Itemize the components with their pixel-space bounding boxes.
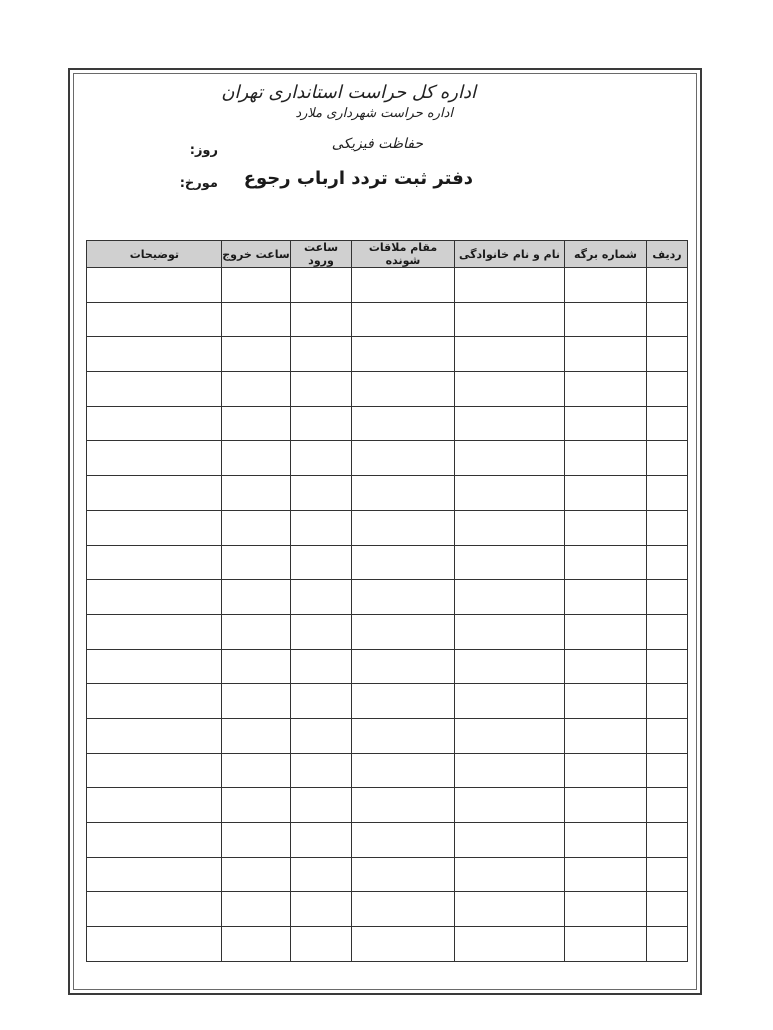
cell-entry-time[interactable] [291,684,352,719]
cell-row-number[interactable] [647,788,688,823]
cell-row-number[interactable] [647,892,688,927]
cell-exit-time[interactable] [222,927,291,962]
cell-slip-number[interactable] [565,441,647,476]
cell-slip-number[interactable] [565,892,647,927]
cell-slip-number[interactable] [565,649,647,684]
table-row [87,476,688,511]
cell-exit-time[interactable] [222,857,291,892]
cell-exit-time[interactable] [222,476,291,511]
column-header-host-official: مقام ملاقات شونده [352,241,455,268]
cell-notes[interactable] [87,892,222,927]
cell-row-number[interactable] [647,718,688,753]
column-header-notes: توضیحات [87,241,222,268]
cell-slip-number[interactable] [565,614,647,649]
cell-entry-time[interactable] [291,545,352,580]
column-header-entry-time: ساعت ورود [291,241,352,268]
cell-host-official[interactable] [352,892,455,927]
cell-host-official[interactable] [352,788,455,823]
day-field-label: روز: [189,143,218,158]
cell-full-name[interactable] [455,788,565,823]
cell-exit-time[interactable] [222,684,291,719]
table-row [87,372,688,407]
cell-notes[interactable] [87,788,222,823]
cell-notes[interactable] [87,614,222,649]
cell-exit-time[interactable] [222,510,291,545]
table-row [87,684,688,719]
cell-notes[interactable] [87,476,222,511]
table-row [87,753,688,788]
cell-host-official[interactable] [352,614,455,649]
cell-full-name[interactable] [455,718,565,753]
cell-entry-time[interactable] [291,580,352,615]
cell-host-official[interactable] [352,510,455,545]
table-row [87,614,688,649]
cell-exit-time[interactable] [222,545,291,580]
cell-slip-number[interactable] [565,406,647,441]
cell-row-number[interactable] [647,649,688,684]
cell-full-name[interactable] [455,337,565,372]
cell-entry-time[interactable] [291,718,352,753]
table-row [87,545,688,580]
org-municipal-heading: اداره حراست شهرداری ملارد [295,106,453,121]
table-body [87,268,688,962]
cell-slip-number[interactable] [565,857,647,892]
cell-notes[interactable] [87,580,222,615]
cell-host-official[interactable] [352,823,455,858]
cell-entry-time[interactable] [291,649,352,684]
cell-entry-time[interactable] [291,892,352,927]
cell-full-name[interactable] [455,684,565,719]
cell-host-official[interactable] [352,753,455,788]
table-row [87,441,688,476]
form-title: دفتر ثبت تردد ارباب رجوع [243,168,473,189]
cell-notes[interactable] [87,684,222,719]
cell-host-official[interactable] [352,337,455,372]
cell-host-official[interactable] [352,545,455,580]
cell-notes[interactable] [87,823,222,858]
cell-full-name[interactable] [455,857,565,892]
cell-slip-number[interactable] [565,337,647,372]
cell-notes[interactable] [87,510,222,545]
table-row [87,927,688,962]
cell-row-number[interactable] [647,441,688,476]
cell-host-official[interactable] [352,927,455,962]
cell-full-name[interactable] [455,510,565,545]
cell-host-official[interactable] [352,268,455,303]
cell-row-number[interactable] [647,302,688,337]
cell-slip-number[interactable] [565,302,647,337]
cell-slip-number[interactable] [565,927,647,962]
cell-entry-time[interactable] [291,927,352,962]
cell-exit-time[interactable] [222,892,291,927]
cell-slip-number[interactable] [565,684,647,719]
cell-slip-number[interactable] [565,372,647,407]
cell-notes[interactable] [87,927,222,962]
cell-exit-time[interactable] [222,337,291,372]
cell-full-name[interactable] [455,892,565,927]
cell-slip-number[interactable] [565,718,647,753]
cell-full-name[interactable] [455,372,565,407]
cell-row-number[interactable] [647,337,688,372]
cell-row-number[interactable] [647,857,688,892]
table-row [87,788,688,823]
table-row [87,718,688,753]
cell-notes[interactable] [87,372,222,407]
cell-entry-time[interactable] [291,337,352,372]
cell-full-name[interactable] [455,614,565,649]
cell-full-name[interactable] [455,302,565,337]
cell-full-name[interactable] [455,753,565,788]
cell-notes[interactable] [87,857,222,892]
table-row [87,580,688,615]
cell-full-name[interactable] [455,476,565,511]
cell-host-official[interactable] [352,580,455,615]
cell-slip-number[interactable] [565,753,647,788]
cell-host-official[interactable] [352,476,455,511]
cell-entry-time[interactable] [291,788,352,823]
cell-entry-time[interactable] [291,753,352,788]
cell-full-name[interactable] [455,441,565,476]
table-row [87,892,688,927]
cell-full-name[interactable] [455,268,565,303]
cell-notes[interactable] [87,718,222,753]
table-row [87,337,688,372]
cell-exit-time[interactable] [222,753,291,788]
org-unit-heading: حفاظت فیزیکی [331,136,423,152]
cell-notes[interactable] [87,649,222,684]
cell-notes[interactable] [87,545,222,580]
cell-row-number[interactable] [647,406,688,441]
cell-slip-number[interactable] [565,476,647,511]
cell-entry-time[interactable] [291,857,352,892]
cell-full-name[interactable] [455,649,565,684]
cell-exit-time[interactable] [222,614,291,649]
cell-row-number[interactable] [647,614,688,649]
visitor-log-table [86,240,688,962]
cell-row-number[interactable] [647,927,688,962]
cell-row-number[interactable] [647,545,688,580]
cell-entry-time[interactable] [291,268,352,303]
cell-entry-time[interactable] [291,823,352,858]
cell-row-number[interactable] [647,372,688,407]
table-row [87,857,688,892]
cell-host-official[interactable] [352,406,455,441]
cell-exit-time[interactable] [222,788,291,823]
cell-host-official[interactable] [352,649,455,684]
cell-slip-number[interactable] [565,823,647,858]
cell-full-name[interactable] [455,823,565,858]
table-row [87,268,688,303]
cell-exit-time[interactable] [222,823,291,858]
table-row [87,823,688,858]
cell-exit-time[interactable] [222,302,291,337]
cell-full-name[interactable] [455,406,565,441]
cell-exit-time[interactable] [222,649,291,684]
cell-notes[interactable] [87,441,222,476]
table-row [87,649,688,684]
column-header-exit-time: ساعت خروج [222,241,291,268]
cell-host-official[interactable] [352,857,455,892]
cell-host-official[interactable] [352,302,455,337]
cell-full-name[interactable] [455,927,565,962]
org-general-heading: اداره کل حراست استانداری تهران [221,82,476,103]
cell-full-name[interactable] [455,545,565,580]
cell-row-number[interactable] [647,753,688,788]
cell-slip-number[interactable] [565,510,647,545]
table-row [87,510,688,545]
table-row [87,406,688,441]
cell-entry-time[interactable] [291,476,352,511]
table-row [87,302,688,337]
cell-row-number[interactable] [647,268,688,303]
cell-row-number[interactable] [647,476,688,511]
cell-notes[interactable] [87,302,222,337]
column-header-row-number: ردیف [647,241,688,268]
cell-full-name[interactable] [455,580,565,615]
cell-exit-time[interactable] [222,406,291,441]
cell-notes[interactable] [87,753,222,788]
cell-notes[interactable] [87,406,222,441]
column-header-slip-number: شماره برگه [565,241,647,268]
cell-entry-time[interactable] [291,441,352,476]
cell-exit-time[interactable] [222,372,291,407]
cell-entry-time[interactable] [291,372,352,407]
cell-entry-time[interactable] [291,302,352,337]
cell-notes[interactable] [87,337,222,372]
cell-exit-time[interactable] [222,580,291,615]
cell-host-official[interactable] [352,718,455,753]
cell-notes[interactable] [87,268,222,303]
cell-row-number[interactable] [647,510,688,545]
cell-host-official[interactable] [352,441,455,476]
cell-exit-time[interactable] [222,268,291,303]
cell-host-official[interactable] [352,372,455,407]
cell-slip-number[interactable] [565,268,647,303]
cell-row-number[interactable] [647,684,688,719]
cell-row-number[interactable] [647,823,688,858]
cell-slip-number[interactable] [565,788,647,823]
table-header-row [87,241,688,268]
cell-exit-time[interactable] [222,718,291,753]
cell-slip-number[interactable] [565,545,647,580]
cell-slip-number[interactable] [565,580,647,615]
cell-host-official[interactable] [352,684,455,719]
cell-entry-time[interactable] [291,614,352,649]
cell-entry-time[interactable] [291,406,352,441]
date-field-label: مورخ: [179,176,218,191]
column-header-full-name: نام و نام خانوادگی [455,241,565,268]
cell-entry-time[interactable] [291,510,352,545]
cell-row-number[interactable] [647,580,688,615]
cell-exit-time[interactable] [222,441,291,476]
